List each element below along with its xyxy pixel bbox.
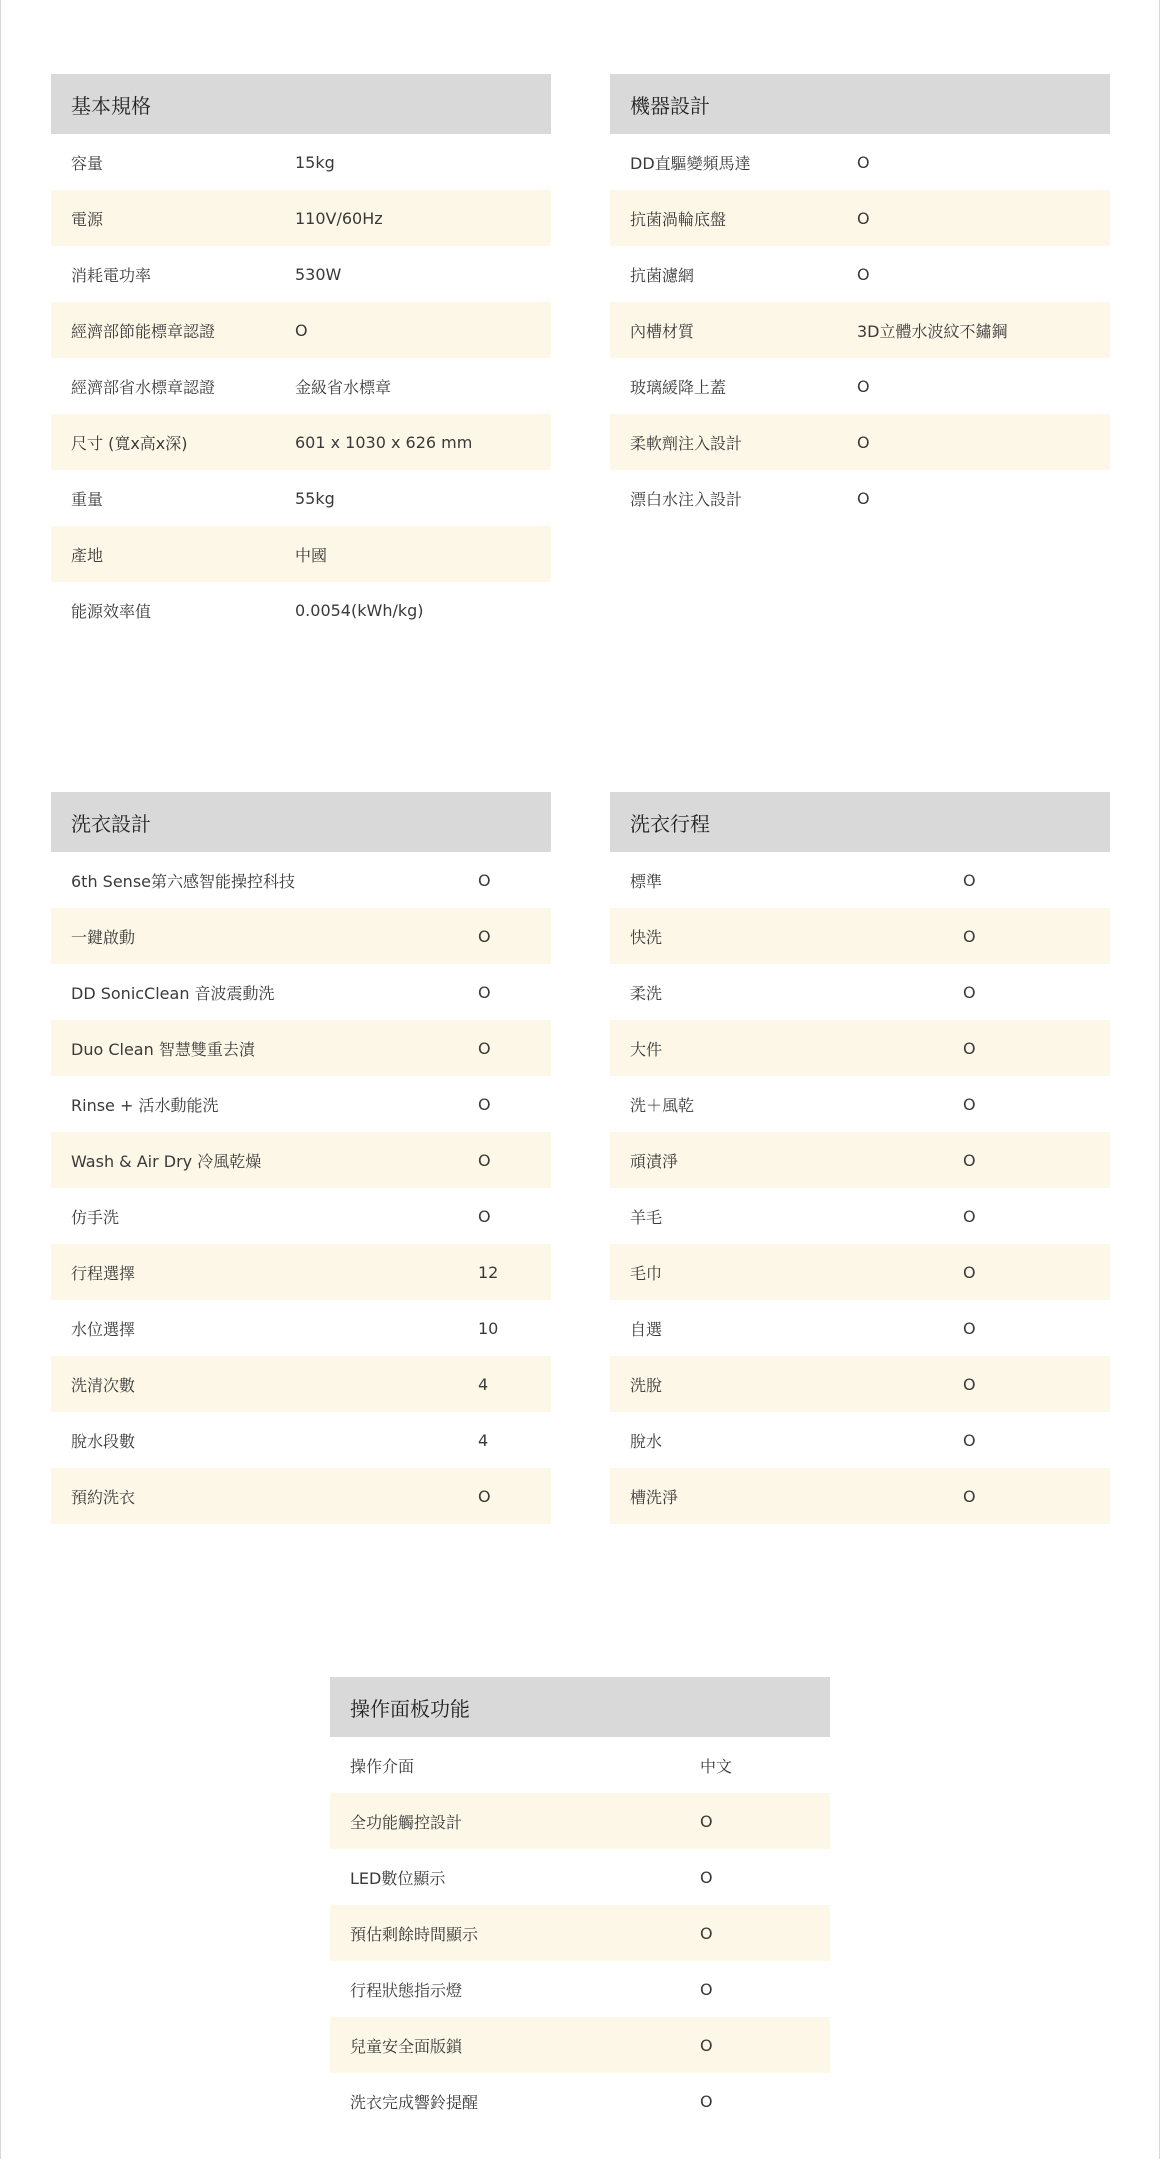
row-value: O [700, 1923, 713, 1943]
row-value: O [478, 1038, 491, 1058]
table-row [330, 2073, 830, 2129]
row-label: 預估剩餘時間顯示 [350, 1924, 479, 1944]
table-row [610, 1132, 1110, 1188]
row-label: 柔軟劑注入設計 [630, 433, 743, 453]
table-row [610, 470, 1110, 526]
row-value: 530W [295, 264, 342, 284]
row-value: O [700, 1811, 713, 1831]
table-row [330, 2017, 830, 2073]
row-value: O [963, 1318, 976, 1338]
table-row [51, 134, 551, 190]
row-label: 脫水 [630, 1431, 663, 1451]
row-label: 重量 [71, 489, 104, 509]
row-value: O [478, 926, 491, 946]
wash-design-rows [51, 852, 551, 1524]
table-row [51, 190, 551, 246]
row-label: 抗菌渦輪底盤 [630, 209, 727, 229]
row-label: Rinse + 活水動能洗 [71, 1095, 219, 1115]
table-row [610, 964, 1110, 1020]
row-value: 0.0054(kWh/kg) [295, 600, 424, 620]
row-label: 水位選擇 [71, 1319, 136, 1339]
row-value: O [963, 1374, 976, 1394]
row-label: Duo Clean 智慧雙重去漬 [71, 1039, 255, 1059]
table-row [610, 1188, 1110, 1244]
table-row [51, 908, 551, 964]
basic-spec-header: 基本規格 [51, 74, 551, 134]
row-label: 槽洗淨 [630, 1487, 679, 1507]
row-label: 洗脫 [630, 1375, 663, 1395]
row-value: 金級省水標章 [295, 377, 392, 397]
row-value: 110V/60Hz [295, 208, 383, 228]
row-label: Wash & Air Dry 冷風乾燥 [71, 1151, 262, 1171]
table-row [51, 1132, 551, 1188]
table-row [51, 852, 551, 908]
row-value: O [857, 488, 870, 508]
table-row [51, 246, 551, 302]
control-panel-table [330, 1677, 830, 2129]
row-value: O [963, 870, 976, 890]
row-label: 大件 [630, 1039, 663, 1059]
table-row [51, 964, 551, 1020]
row-label: 仿手洗 [71, 1207, 120, 1227]
row-label: 一鍵啟動 [71, 927, 136, 947]
wash-programs-rows [610, 852, 1110, 1524]
table-row [51, 302, 551, 358]
row-value: O [963, 1206, 976, 1226]
row-value: O [700, 1867, 713, 1887]
table-row [51, 582, 551, 638]
row-label: 標準 [630, 871, 663, 891]
table-row [51, 358, 551, 414]
row-value: O [857, 208, 870, 228]
table-row [51, 1468, 551, 1524]
table-row [51, 526, 551, 582]
row-label: 全功能觸控設計 [350, 1812, 463, 1832]
row-label: 自選 [630, 1319, 663, 1339]
row-value: 4 [478, 1374, 489, 1394]
row-value: 601 x 1030 x 626 mm [295, 432, 473, 452]
row-value: 4 [478, 1430, 489, 1450]
row-label: 6th Sense第六感智能操控科技 [71, 871, 296, 891]
row-value: O [963, 1038, 976, 1058]
wash-programs-header: 洗衣行程 [610, 792, 1110, 852]
row-label: 兒童安全面版鎖 [350, 2036, 463, 2056]
row-value: O [478, 1150, 491, 1170]
row-value: O [963, 1430, 976, 1450]
row-label: LED數位顯示 [350, 1868, 446, 1888]
table-row [610, 134, 1110, 190]
row-value: 15kg [295, 152, 335, 172]
row-label: 羊毛 [630, 1207, 663, 1227]
row-value: O [478, 982, 491, 1002]
table-row [330, 1849, 830, 1905]
row-label: DD直驅變頻馬達 [630, 153, 751, 173]
table-row [610, 852, 1110, 908]
row-label: 柔洗 [630, 983, 663, 1003]
row-value: O [700, 2035, 713, 2055]
row-value: O [857, 264, 870, 284]
row-value: O [857, 376, 870, 396]
table-row [51, 414, 551, 470]
row-value: O [700, 2091, 713, 2111]
row-value: O [963, 982, 976, 1002]
row-label: 預約洗衣 [71, 1487, 136, 1507]
row-label: 毛巾 [630, 1263, 663, 1283]
wash-design-header: 洗衣設計 [51, 792, 551, 852]
table-row [610, 414, 1110, 470]
table-row [610, 1356, 1110, 1412]
row-label: 經濟部省水標章認證 [71, 377, 216, 397]
row-value: 中國 [295, 545, 328, 565]
table-row [51, 1076, 551, 1132]
row-label: 行程選擇 [71, 1263, 136, 1283]
row-value: 中文 [700, 1756, 733, 1776]
table-row [610, 1020, 1110, 1076]
row-label: 內槽材質 [630, 321, 695, 341]
table-row [610, 1300, 1110, 1356]
row-label: 玻璃緩降上蓋 [630, 377, 727, 397]
row-value: O [963, 926, 976, 946]
table-row [51, 1412, 551, 1468]
row-label: 抗菌濾網 [630, 265, 695, 285]
row-label: DD SonicClean 音波震動洗 [71, 983, 275, 1003]
row-value: O [963, 1486, 976, 1506]
table-row [51, 1020, 551, 1076]
row-value: O [478, 870, 491, 890]
row-value: O [963, 1262, 976, 1282]
row-label: 漂白水注入設計 [630, 489, 743, 509]
row-value: O [295, 320, 308, 340]
row-value: O [963, 1094, 976, 1114]
basic-spec-rows [51, 134, 551, 638]
table-row [610, 302, 1110, 358]
table-row [330, 1737, 830, 1793]
table-row [610, 1244, 1110, 1300]
row-label: 快洗 [630, 927, 663, 947]
row-label: 頑漬淨 [630, 1151, 679, 1171]
row-label: 行程狀態指示燈 [350, 1980, 463, 2000]
row-value: 10 [478, 1318, 499, 1338]
row-label: 操作介面 [350, 1756, 415, 1776]
row-label: 洗清次數 [71, 1375, 136, 1395]
wash-programs-table [610, 792, 1110, 1524]
row-value: 55kg [295, 488, 335, 508]
row-value: O [857, 152, 870, 172]
table-row [330, 1793, 830, 1849]
table-row [610, 358, 1110, 414]
row-label: 經濟部節能標章認證 [71, 321, 216, 341]
table-row [330, 1905, 830, 1961]
row-label: 能源效率值 [71, 601, 152, 621]
table-row [610, 1468, 1110, 1524]
row-value: O [478, 1486, 491, 1506]
row-label: 洗＋風乾 [630, 1095, 695, 1115]
machine-design-rows [610, 134, 1110, 526]
row-value: O [963, 1150, 976, 1170]
row-label: 洗衣完成響鈴提醒 [350, 2092, 479, 2112]
row-label: 容量 [71, 153, 104, 173]
machine-design-table [610, 74, 1110, 526]
row-label: 電源 [71, 209, 104, 229]
table-row [51, 1244, 551, 1300]
wash-design-table [51, 792, 551, 1524]
row-value: 12 [478, 1262, 499, 1282]
row-label: 消耗電功率 [71, 265, 152, 285]
control-panel-rows [330, 1737, 830, 2129]
table-row [610, 1412, 1110, 1468]
table-row [51, 1188, 551, 1244]
table-row [610, 190, 1110, 246]
table-row [610, 908, 1110, 964]
table-row [330, 1961, 830, 2017]
basic-spec-table [51, 74, 551, 638]
machine-design-header: 機器設計 [610, 74, 1110, 134]
table-row [610, 1076, 1110, 1132]
table-row [51, 1356, 551, 1412]
row-value: O [478, 1206, 491, 1226]
row-value: 3D立體水波紋不鏽鋼 [857, 321, 1008, 341]
row-label: 產地 [71, 545, 104, 565]
row-value: O [478, 1094, 491, 1114]
row-label: 脫水段數 [71, 1431, 136, 1451]
table-row [51, 470, 551, 526]
table-row [610, 246, 1110, 302]
table-row [51, 1300, 551, 1356]
row-label: 尺寸 (寬x高x深) [71, 433, 188, 453]
control-panel-header: 操作面板功能 [330, 1677, 830, 1737]
row-value: O [700, 1979, 713, 1999]
row-value: O [857, 432, 870, 452]
